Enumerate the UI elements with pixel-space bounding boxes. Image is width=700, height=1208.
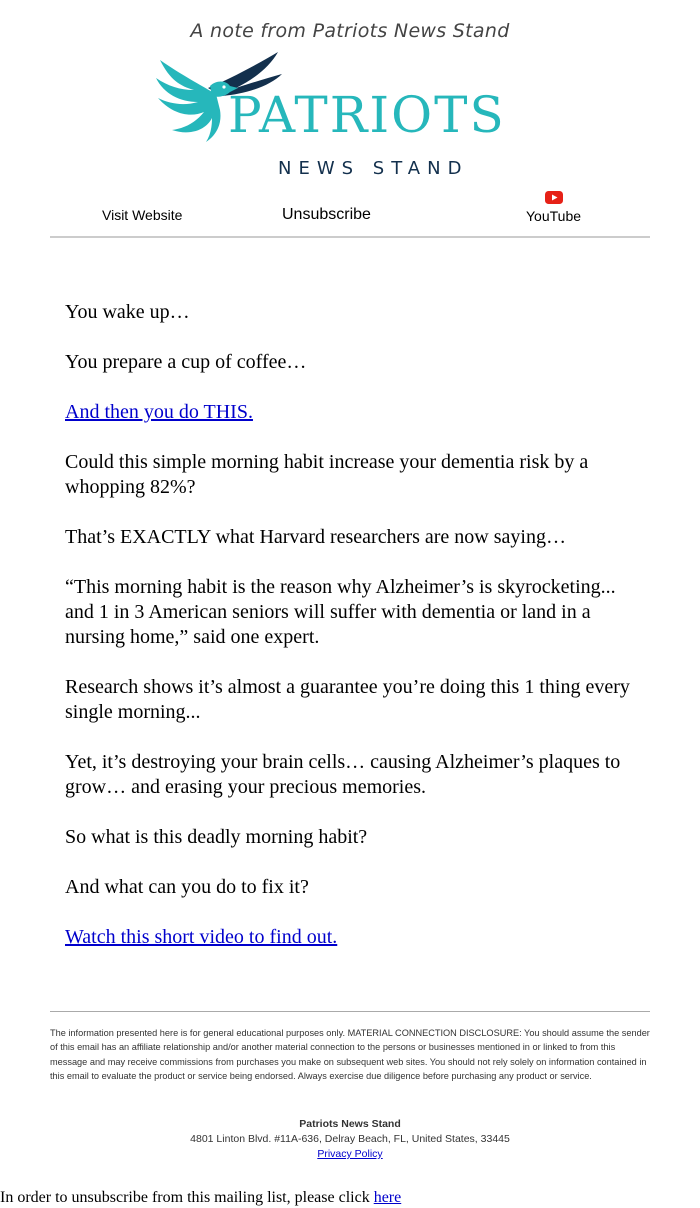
body-paragraph-1: You wake up… [65, 301, 190, 323]
footer-company: Patriots News Stand [299, 1118, 401, 1130]
header-tagline: A note from Patriots News Stand [190, 20, 510, 42]
logo-subtitle: NEWS STAND [278, 158, 469, 179]
disclaimer-text: The information presented here is for general educational purposes only. MATERIAL CONNECTION DISCLOSURE: You should assume the sender of this email has an affiliate relationship and/or another material connection to the persons or businesses mentioned in or linked to from this message and may receive commissions from purchases you make on subsequent web sites. You should not rely solely on information contained in this email to evaluate the product or service being endorsed. Always exercise due diligence before purchasing any product or service. [50, 1028, 650, 1082]
email-body [65, 300, 645, 975]
body-paragraph-4: That’s EXACTLY what Harvard researchers are now saying… [65, 526, 566, 548]
privacy-policy-link[interactable]: Privacy Policy [317, 1148, 383, 1160]
body-paragraph-9: And what can you do to fix it? [65, 876, 309, 898]
body-paragraph-6: Research shows it’s almost a guarantee you’re doing this 1 thing every single morning... [65, 676, 630, 723]
youtube-icon[interactable] [545, 191, 563, 204]
body-paragraph-7: Yet, it’s destroying your brain cells… causing Alzheimer’s plaques to grow… and erasing your precious memories. [65, 751, 621, 798]
unsubscribe-notice [0, 1189, 401, 1207]
body-paragraph-link-1 [65, 400, 645, 425]
footer-address: 4801 Linton Blvd. #11A-636, Delray Beach, FL, United States, 33445 [190, 1133, 510, 1145]
cta-link-video[interactable]: Watch this short video to find out. [65, 926, 338, 948]
visit-website-link[interactable]: Visit Website [102, 207, 183, 223]
brand-logo [150, 50, 550, 185]
body-paragraph-5: “This morning habit is the reason why Alzheimer’s is skyrocketing... and 1 in 3 American seniors will suffer with dementia or land in a nursing home,” said one expert. [65, 576, 616, 648]
body-paragraph-8: So what is this deadly morning habit? [65, 826, 368, 848]
unsubscribe-here-link[interactable]: here [373, 1189, 402, 1206]
cta-link-this[interactable]: And then you do THIS. [65, 401, 253, 423]
nav-bar [50, 190, 650, 238]
body-paragraph-3: Could this simple morning habit increase your dementia risk by a whopping 82%? [65, 451, 589, 498]
body-paragraph-2: You prepare a cup of coffee… [65, 351, 307, 373]
unsubscribe-notice-text: In order to unsubscribe from this mailing list, please click [0, 1189, 374, 1206]
youtube-link[interactable]: YouTube [526, 208, 582, 224]
logo-wordmark: PATRIOTS [228, 86, 506, 144]
footer [50, 1117, 650, 1162]
body-paragraph-link-2 [65, 925, 645, 950]
unsubscribe-link[interactable]: Unsubscribe [282, 206, 371, 223]
footer-divider [50, 1011, 650, 1012]
